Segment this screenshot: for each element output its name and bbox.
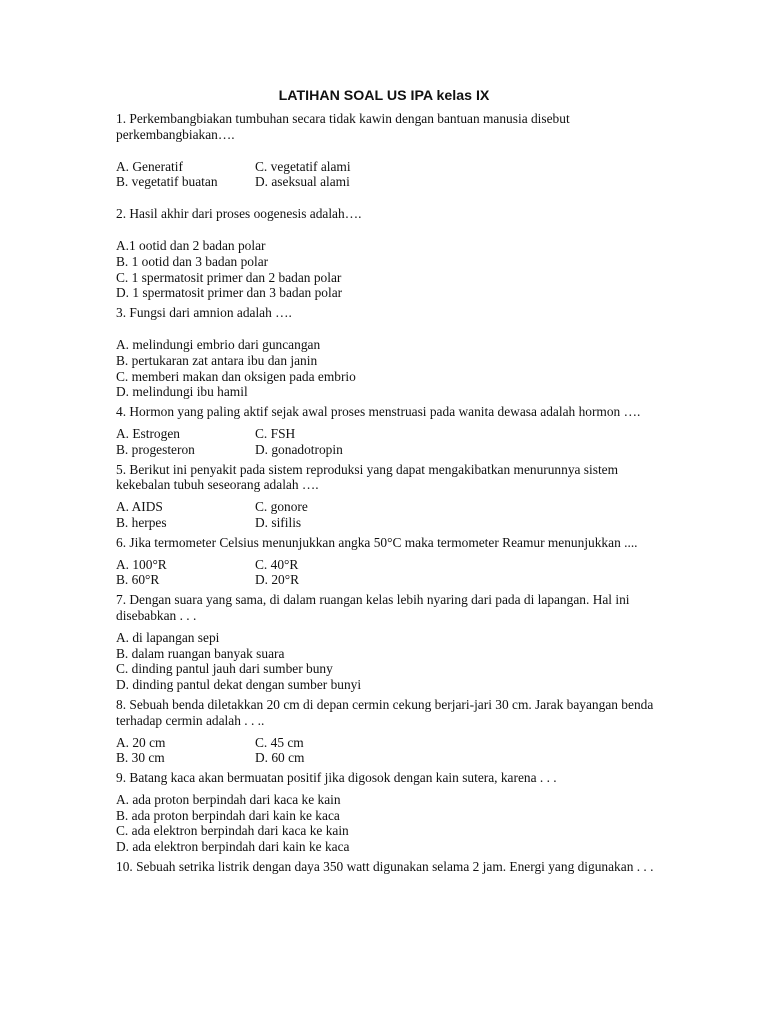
option-b: B. pertukaran zat antara ibu dan janin — [116, 352, 318, 368]
option-a: A. Estrogen — [116, 425, 180, 441]
option-a: A. 20 cm — [116, 734, 166, 750]
question-2-text: 2. Hasil akhir dari proses oogenesis adalah…. — [116, 206, 362, 222]
question-5-options-row-2 — [116, 515, 661, 531]
option-b: B. progesteron — [116, 441, 195, 457]
option-a: A.1 ootid dan 2 badan polar — [116, 237, 266, 253]
option-a: A. 100°R — [116, 556, 167, 572]
question-8-options-row-1 — [116, 735, 661, 751]
question-4-options-row-2 — [116, 442, 661, 458]
option-b: B. 30 cm — [116, 750, 165, 766]
option-a: A. di lapangan sepi — [116, 629, 220, 645]
question-8-text: 8. Sebuah benda diletakkan 20 cm di depan cermin cekung berjari-jari 30 cm. Jarak bayangan benda terhadap cermin adalah . . .. — [116, 696, 654, 728]
option-d: D. melindungi ibu hamil — [116, 384, 248, 400]
option-b: B. vegetatif buatan — [116, 174, 218, 190]
option-c: C. 45 cm — [255, 734, 304, 750]
option-b: B. dalam ruangan banyak suara — [116, 645, 285, 661]
option-a: A. Generatif — [116, 158, 183, 174]
question-6-options-row-1 — [116, 557, 661, 573]
question-1-options-row-1 — [116, 159, 661, 175]
question-1-options-row-2 — [116, 174, 661, 190]
option-d: D. 1 spermatosit primer dan 3 badan polar — [116, 285, 343, 301]
option-d: D. gonadotropin — [255, 441, 343, 457]
option-d: D. ada elektron berpindah dari kain ke kaca — [116, 839, 350, 855]
option-c: C. gonore — [255, 499, 308, 515]
question-1-text: 1. Perkembangbiakan tumbuhan secara tidak kawin dengan bantuan manusia disebut perkembangbiakan…. — [116, 111, 570, 142]
question-5-text: 5. Berikut ini penyakit pada sistem reproduksi yang dapat mengakibatkan menurunnya sistem kekebalan tubuh seseorang adalah …. — [116, 461, 619, 493]
option-b: B. 1 ootid dan 3 badan polar — [116, 253, 269, 269]
question-8-options-row-2 — [116, 750, 661, 766]
option-b: B. herpes — [116, 514, 167, 530]
question-list — [116, 111, 661, 875]
option-c: C. 1 spermatosit primer dan 2 badan polar — [116, 269, 342, 285]
option-d: D. aseksual alami — [255, 174, 350, 190]
question-6-text: 6. Jika termometer Celsius menunjukkan angka 50°C maka termometer Reamur menunjukkan .... — [116, 534, 638, 550]
question-3-text: 3. Fungsi dari amnion adalah …. — [116, 305, 292, 321]
option-d: D. 20°R — [255, 572, 300, 588]
option-c: C. FSH — [255, 425, 296, 441]
option-c: C. ada elektron berpindah dari kaca ke kain — [116, 823, 349, 839]
option-b: B. 60°R — [116, 572, 160, 588]
question-4-text: 4. Hormon yang paling aktif sejak awal proses menstruasi pada wanita dewasa adalah hormon …. — [116, 404, 641, 420]
option-a: A. melindungi embrio dari guncangan — [116, 336, 321, 352]
option-a: A. AIDS — [116, 499, 163, 515]
question-10-text: 10. Sebuah setrika listrik dengan daya 350 watt digunakan selama 2 jam. Energi yang digunakan . . . — [116, 859, 654, 875]
question-9-text: 9. Batang kaca akan bermuatan positif jika digosok dengan kain sutera, karena . . . — [116, 770, 557, 786]
question-4-options-row-1 — [116, 426, 661, 442]
option-c: C. 40°R — [255, 556, 299, 572]
option-d: D. 60 cm — [255, 750, 305, 766]
option-b: B. ada proton berpindah dari kain ke kaca — [116, 807, 340, 823]
option-c: C. vegetatif alami — [255, 158, 351, 174]
option-d: D. sifilis — [255, 514, 302, 530]
option-a: A. ada proton berpindah dari kaca ke kain — [116, 791, 341, 807]
question-6-options-row-2 — [116, 572, 661, 588]
document-title: LATIHAN SOAL US IPA kelas IX — [278, 88, 490, 104]
option-d: D. dinding pantul dekat dengan sumber bunyi — [116, 677, 362, 693]
option-c: C. dinding pantul jauh dari sumber buny — [116, 661, 333, 677]
option-c: C. memberi makan dan oksigen pada embrio — [116, 368, 356, 384]
question-7-text: 7. Dengan suara yang sama, di dalam ruangan kelas lebih nyaring dari pada di lapangan. Hal ini disebabkan . . . — [116, 592, 630, 623]
question-5-options-row-1 — [116, 499, 661, 515]
